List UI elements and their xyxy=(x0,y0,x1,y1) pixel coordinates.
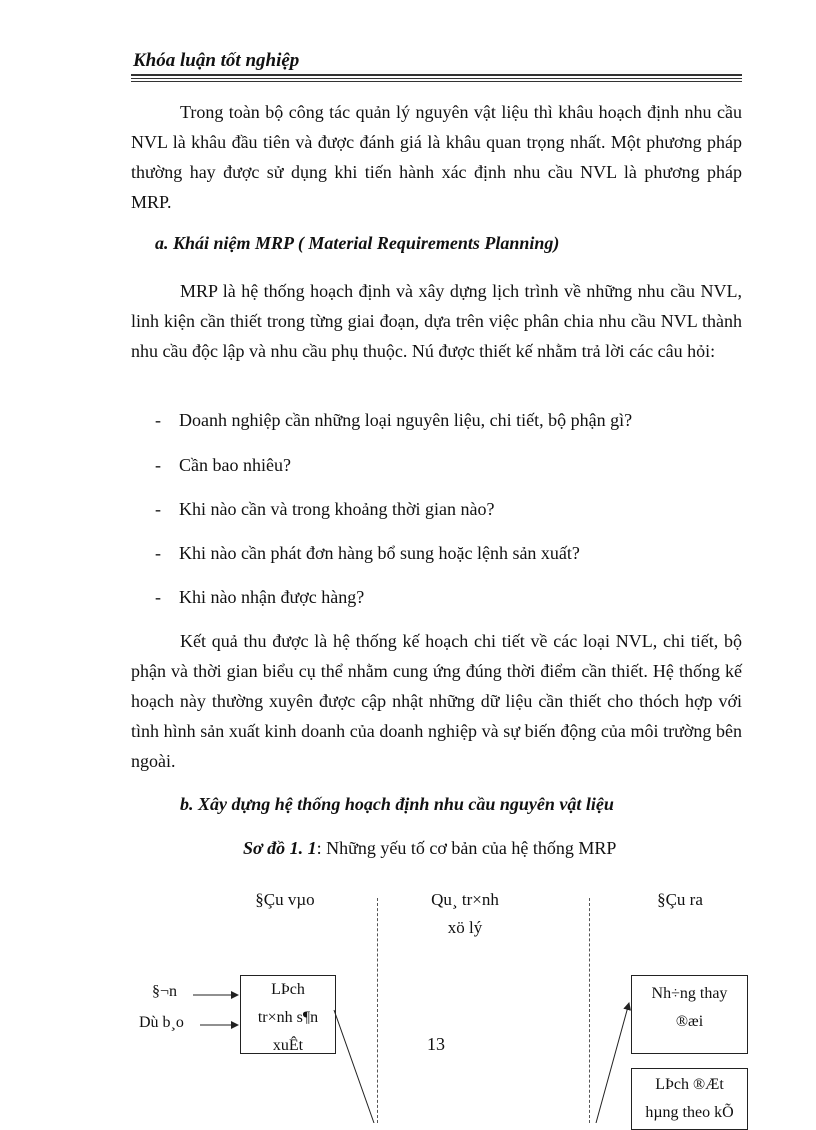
box-line: LÞch xyxy=(271,981,305,998)
column-heading-output: §Çu ra xyxy=(657,890,703,909)
intro-paragraph: Trong toàn bộ công tác quản lý nguyên vật liệu thì khâu hoạch định nhu cầu NVL là khâu đầu tiên và được đánh giá là khâu quan trọng nhất. Một phương pháp thường hay được sử dụng khi tiến hành xác định nhu cầu NVL là phương pháp MRP. xyxy=(131,102,742,212)
caption-label: Sơ đồ 1. 1 xyxy=(243,838,317,858)
caption-text: : Những yếu tố cơ bản của hệ thống MRP xyxy=(316,838,617,858)
bullet-marker: - xyxy=(155,410,161,430)
box-line: tr×nh s¶n xyxy=(257,1009,319,1026)
box-line: Nh÷ng thay xyxy=(651,985,728,1002)
bullet-text: Doanh nghiệp cần những loại nguyên liệu, chi tiết, bộ phận gì? xyxy=(179,410,633,430)
section-a-heading: a. Khái niệm MRP ( Material Requirements Planning) xyxy=(155,233,560,253)
section-b-heading: b. Xây dựng hệ thống hoạch định nhu cầu nguyên vật liệu xyxy=(180,794,614,814)
bullet-text: Khi nào nhận được hàng? xyxy=(179,587,365,607)
column-heading-process-line: Qu¸ tr×nh xyxy=(431,890,499,909)
page-number: 13 xyxy=(427,1034,445,1054)
box-line: xuÊt xyxy=(272,1037,304,1054)
column-heading-input: §Çu vµo xyxy=(255,890,315,909)
bullet-marker: - xyxy=(155,455,161,475)
column-heading-process-line: xö lý xyxy=(447,918,483,937)
input-label-forecast: Dù b¸o xyxy=(139,1014,184,1031)
bullet-text: Cần bao nhiêu? xyxy=(179,455,291,475)
section-a-closing-paragraph: Kết quả thu được là hệ thống kế hoạch chi tiết về các loại NVL, chi tiết, bộ phận và thời gian biểu cụ thể nhằm cung ứng đúng thời điểm cần thiết. Hệ thống kế hoạch này thường xuyên được cập nhật những dữ liệu cần thiết cho thóch hợp với tình hình sản xuất kinh doanh của doanh nghiệp và sự biến động của môi trường bên ngoài. xyxy=(131,631,742,771)
box-line: LÞch ®Æt xyxy=(655,1076,724,1093)
bullet-marker: - xyxy=(155,543,161,563)
arrow-process-to-changes xyxy=(596,1003,629,1123)
box-line: ®æi xyxy=(675,1013,704,1030)
section-a-paragraph: MRP là hệ thống hoạch định và xây dựng lịch trình về những nhu cầu NVL, linh kiện cần thiết trong từng giai đoạn, dựa trên việc phân chia nhu cầu NVL thành nhu cầu độc lập và nhu cầu phụ thuộc. Nú được thiết kế nhằm trả lời các câu hỏi: xyxy=(131,281,742,361)
bullet-marker: - xyxy=(155,587,161,607)
box-line: hµng theo kÕ xyxy=(645,1104,734,1121)
bullet-marker: - xyxy=(155,499,161,519)
bullet-text: Khi nào cần và trong khoảng thời gian nào? xyxy=(179,499,495,519)
bullet-text: Khi nào cần phát đơn hàng bổ sung hoặc lệnh sản xuất? xyxy=(179,543,580,563)
header-title: Khóa luận tốt nghiệp xyxy=(133,50,300,71)
line-schedule-to-process xyxy=(334,1010,374,1123)
input-label-orders: §¬n xyxy=(152,983,178,1000)
